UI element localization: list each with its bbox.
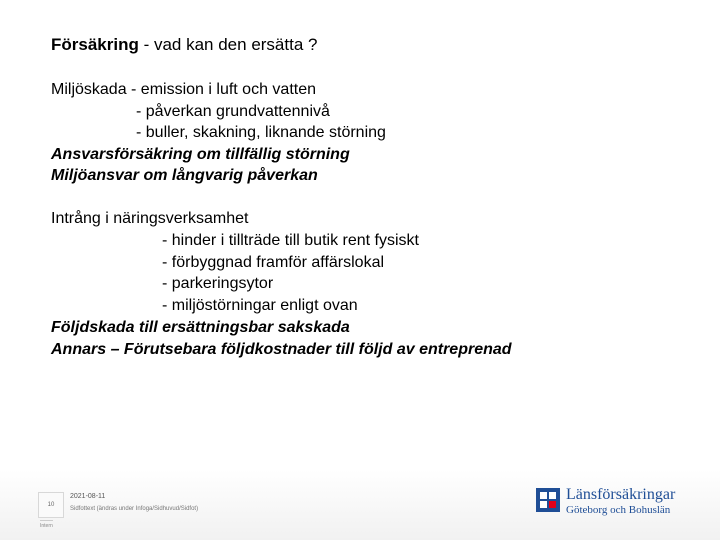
logo-text-line2: Göteborg och Bohuslän [566,504,671,516]
section2-emphasis: Annars – Förutsebara följdkostnader till följd av entreprenad [51,341,512,358]
title-rest-part: - vad kan den ersätta ? [138,35,318,54]
section2-emphasis: Följdskada till ersättningsbar sakskada [51,319,350,336]
footer-text: Sidfottext (ändras under Infoga/Sidhuvud/Sidfot) [70,506,199,512]
section1-emphasis: Ansvarsförsäkring om tillfällig störning [51,146,350,163]
section2-heading: Intrång i näringsverksamhet [51,210,249,227]
classification-label: Intern [40,520,53,529]
section1-emphasis: Miljöansvar om långvarig påverkan [51,167,318,184]
section1-heading: Miljöskada - emission i luft och vatten [51,81,316,98]
section2-item: - parkeringsytor [162,275,274,292]
page-number: 10 [38,492,64,518]
footer-date: 2021-08-11 [70,493,106,500]
logo-mark-icon [536,488,560,512]
section2-item: - hinder i tillträde till butik rent fysiskt [162,232,419,249]
section1-item: - påverkan grundvattennivå [136,103,330,120]
section2-item: - förbyggnad framför affärslokal [162,254,385,271]
company-logo [536,486,686,518]
slide-title [51,35,317,55]
section2-item: - miljöstörningar enligt ovan [162,297,358,314]
section1-item: - buller, skakning, liknande störning [136,124,386,141]
logo-text-line1: Länsförsäkringar [566,486,676,503]
title-bold-part: Försäkring [51,35,139,54]
